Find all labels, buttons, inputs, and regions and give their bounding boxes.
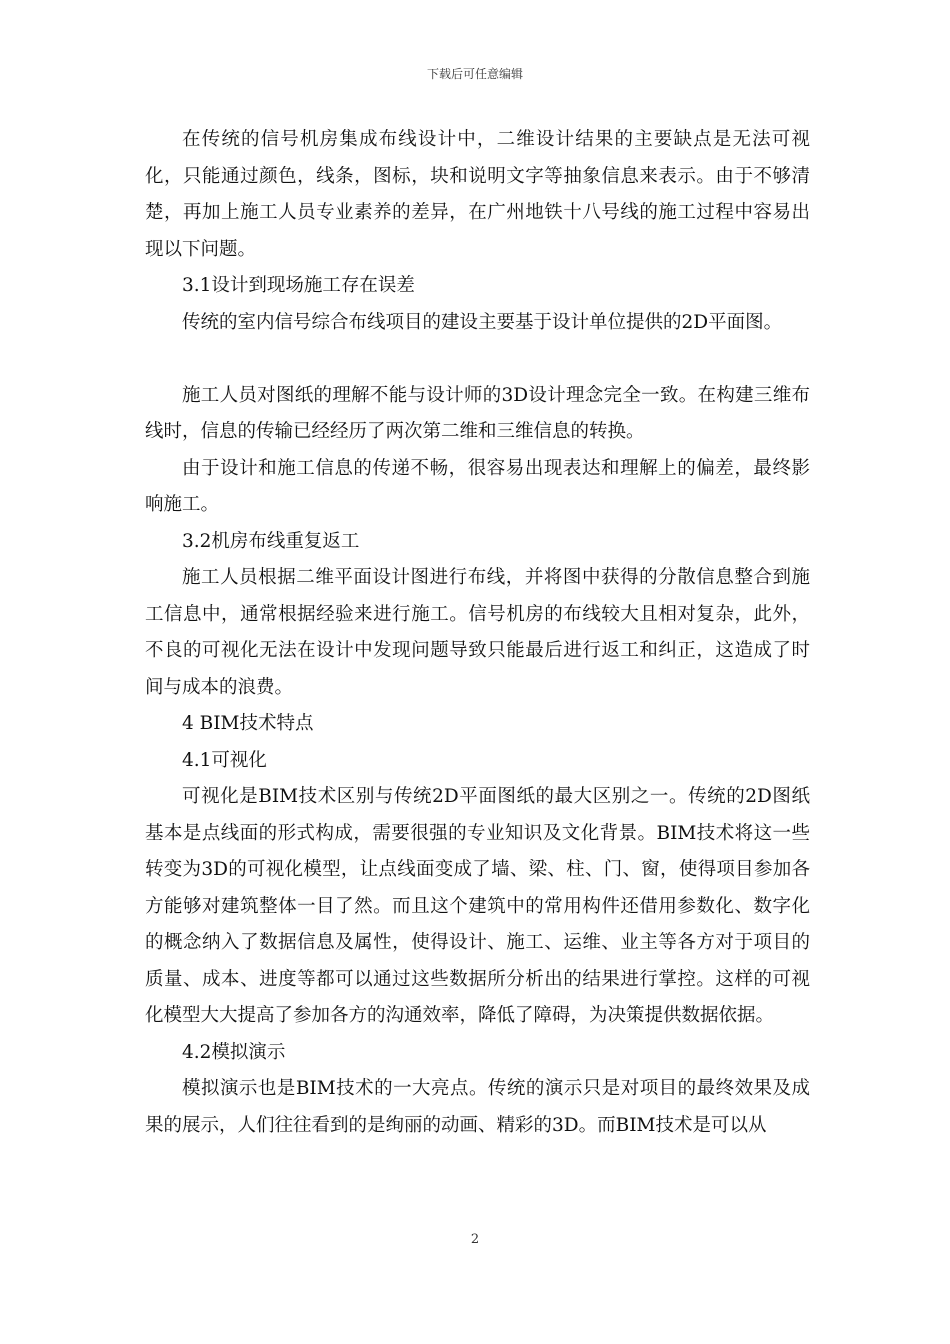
paragraph-3-1-a: 传统的室内信号综合布线项目的建设主要基于设计单位提供的2D平面图。 [182,311,783,333]
paragraph-3-1-c: 由于设计和施工信息的传递不畅，很容易出现表达和理解上的偏差，最终影响施工。 [145,457,810,515]
page-header: 下载后可任意编辑 [426,67,523,81]
blank-line [145,341,810,378]
section-heading-3-2: 3.2机房布线重复返工 [182,530,360,552]
paragraph-intro: 在传统的信号机房集成布线设计中，二维设计结果的主要缺点是无法可视化，只能通过颜色，线条，图标，块和说明文字等抽象信息来表示。由于不够清楚，再加上施工人员专业素养的差异，在广州地铁十八号线的施工过程中容易出现以下问题。 [145,129,810,260]
document-body [145,122,810,1144]
section-heading-4-1: 4.1可视化 [182,749,267,771]
page-number: 2 [470,1232,480,1247]
section-heading-3-1: 3.1设计到现场施工存在误差 [182,275,415,296]
paragraph-4-1: 可视化是BIM技术区别与传统2D平面图纸的最大区别之一。传统的2D图纸基本是点线面的形式构成，需要很强的专业知识及文化背景。BIM技术将这一些转变为3D的可视化模型，让点线面变成了墙、梁、柱、门、窗，使得项目参加各方能够对建筑整体一目了然。而且这个建筑中的常用构件还借用参数化、数字化的概念纳入了数据信息及属性，使得设计、施工、运维、业主等各方对于项目的质量、成本、进度等都可以通过这些数据所分析出的结果进行掌控。这样的可视化模型大大提高了参加各方的沟通效率，降低了障碍，为决策提供数据依据。 [145,786,810,1026]
paragraph-3-1-b: 施工人员对图纸的理解不能与设计师的3D设计理念完全一致。在构建三维布线时，信息的传输已经经历了两次第二维和三维信息的转换。 [145,384,810,442]
paragraph-3-2: 施工人员根据二维平面设计图进行布线，并将图中获得的分散信息整合到施工信息中，通常根据经验来进行施工。信号机房的布线较大且相对复杂，此外，不良的可视化无法在设计中发现问题导致只能最后进行返工和纠正，这造成了时间与成本的浪费。 [145,567,810,698]
section-heading-4: 4 BIM技术特点 [182,713,314,734]
paragraph-4-2: 模拟演示也是BIM技术的一大亮点。传统的演示只是对项目的最终效果及成果的展示，人们往往看到的是绚丽的动画、精彩的3D。而BIM技术是可以从 [145,1078,810,1136]
section-heading-4-2: 4.2模拟演示 [182,1041,286,1063]
